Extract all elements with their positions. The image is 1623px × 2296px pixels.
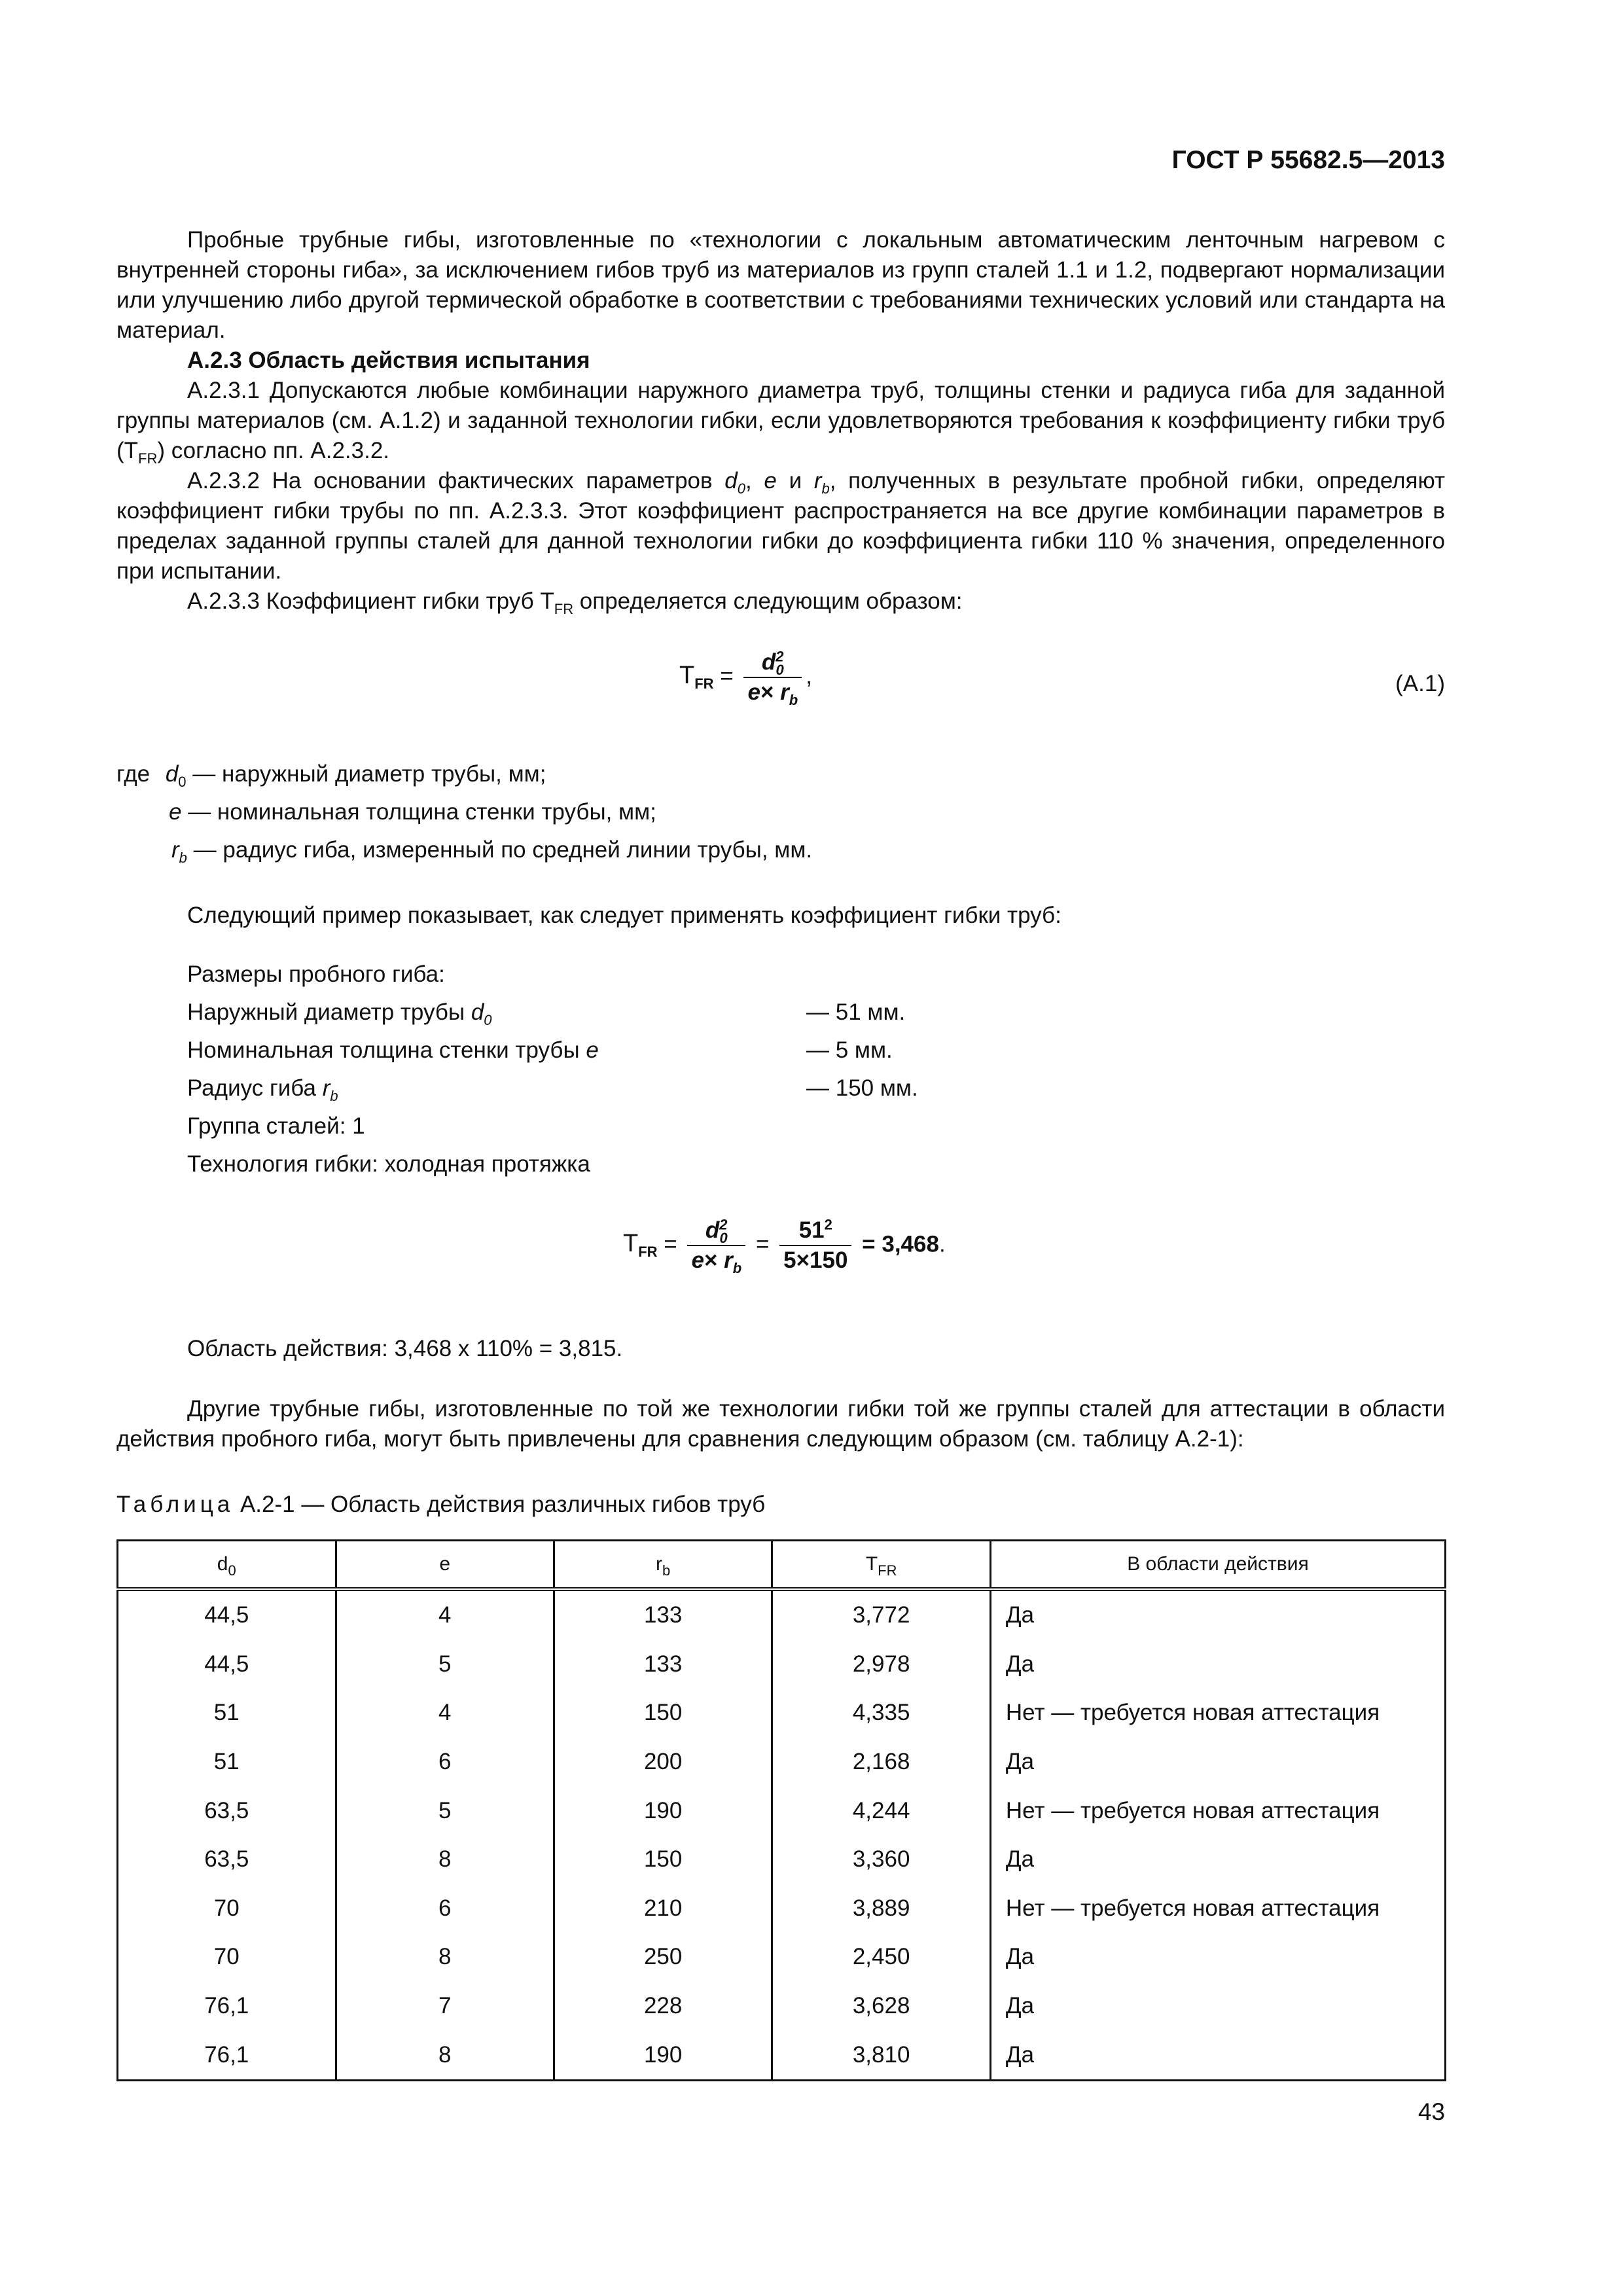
legend-symbol: r bbox=[171, 837, 179, 863]
formula-lhs: $Т_{FR}$ bbox=[679, 662, 714, 692]
tfr-subscript: FR bbox=[138, 450, 158, 467]
table-cell: 190 bbox=[554, 2030, 772, 2080]
conjunction: и bbox=[776, 468, 814, 493]
table-cell: 63,5 bbox=[118, 1786, 336, 1835]
table-cell: 3,628 bbox=[772, 1982, 991, 2031]
table-cell: 3,360 bbox=[772, 1835, 991, 1884]
formula-a1 bbox=[679, 648, 812, 707]
table-row bbox=[118, 1640, 1446, 1689]
clause-a231-tail: ) согласно пп. А.2.3.2. bbox=[157, 438, 390, 463]
clause-a232-text: А.2.3.2 На основании фактических параметров bbox=[187, 468, 725, 493]
legend-d0: где $d_0$ — наружный диаметр трубы, мм; bbox=[116, 761, 546, 790]
separator: , bbox=[745, 468, 764, 493]
example-scope: Область действия: 3,468 х 110% = 3,815. bbox=[187, 1336, 623, 1361]
table-cell: 200 bbox=[554, 1738, 772, 1787]
clause-a232-tail: , полученных в результате пробной гибки, определяют коэффициент гибки трубы по пп. А.2.3.3. Этот коэффициент распространяется на все другие комбинации параметров в пределах заданной группы сталей для данной технологии гибки до коэффициента гибки 110 % значения, определенного при испытании. bbox=[116, 468, 1446, 584]
table-caption-text: А.2-1 — Область действия различных гибов труб bbox=[234, 1492, 766, 1517]
table-cell: 63,5 bbox=[118, 1835, 336, 1884]
symbol-e: e bbox=[764, 468, 777, 493]
table-cell: 5 bbox=[336, 1640, 554, 1689]
table-row bbox=[118, 1689, 1446, 1738]
example-fraction-symbolic: $\frac{d^2_0}{e\times r_b}$ bbox=[687, 1216, 745, 1275]
table-cell: Да bbox=[990, 1738, 1445, 1787]
table-cell: Да bbox=[990, 1933, 1445, 1982]
header-d0: $d_0$ bbox=[118, 1541, 336, 1590]
table-cell: 4,335 bbox=[772, 1689, 991, 1738]
table-cell: 2,450 bbox=[772, 1933, 991, 1982]
table-row bbox=[118, 1786, 1446, 1835]
table-cell: 4 bbox=[336, 1589, 554, 1640]
table-cell: 190 bbox=[554, 1786, 772, 1835]
example-value-rb: — 150 мм. bbox=[806, 1075, 918, 1101]
page-number: 43 bbox=[1418, 2098, 1445, 2125]
formula-fraction: $\frac{d^2_0}{e\times r_b}$ bbox=[743, 648, 802, 707]
tfr-subscript: FR bbox=[554, 601, 574, 617]
legend-prefix: где bbox=[116, 761, 151, 787]
table-cell: Нет — требуется новая аттестация bbox=[990, 1786, 1445, 1835]
clause-a231 bbox=[116, 376, 1445, 466]
header-e: e bbox=[336, 1541, 554, 1590]
table-cell: Да bbox=[990, 1982, 1445, 2031]
table-cell: 3,810 bbox=[772, 2030, 991, 2080]
table-cell: 250 bbox=[554, 1933, 772, 1982]
table-cell: 210 bbox=[554, 1884, 772, 1933]
table-cell: 133 bbox=[554, 1589, 772, 1640]
example-row-e: Номинальная толщина стенки трубы e bbox=[187, 1037, 599, 1063]
example-formula: $Т_{FR}$ = $\frac{d^2_0}{e\times r_b}$ = $\frac{51^2}{5\times 150}$ = 3,468. bbox=[623, 1216, 946, 1276]
table-row bbox=[118, 1982, 1446, 2031]
table-row bbox=[118, 1738, 1446, 1787]
table-row bbox=[118, 1933, 1446, 1982]
table-cell: 150 bbox=[554, 1835, 772, 1884]
table-cell: 133 bbox=[554, 1640, 772, 1689]
legend-text: — радиус гиба, измеренный по средней линии трубы, мм. bbox=[193, 837, 813, 863]
table-body bbox=[118, 1589, 1446, 2080]
table-cell: 3,772 bbox=[772, 1589, 991, 1640]
legend-symbol: d bbox=[165, 761, 179, 787]
table-cell: 70 bbox=[118, 1933, 336, 1982]
table-cell: 4 bbox=[336, 1689, 554, 1738]
table-caption bbox=[116, 1490, 765, 1520]
legend-rb: $r_b$ — радиус гиба, измеренный по средней линии трубы, мм. bbox=[171, 837, 813, 866]
table-cell: Да bbox=[990, 1589, 1445, 1640]
clause-a231-text: А.2.3.1 Допускаются любые комбинации наружного диаметра труб, толщины стенки и радиуса гиба для заданной группы материалов (см. А.1.2) и заданной технологии гибки, если удовлетворяются требования к коэффициенту гибки труб (Т bbox=[116, 378, 1445, 463]
clause-a233 bbox=[116, 586, 1445, 617]
example-steel-group: Группа сталей: 1 bbox=[187, 1113, 365, 1139]
example-fraction-numeric: $\frac{51^2}{5\times 150}$ bbox=[779, 1216, 851, 1275]
table-cell: 44,5 bbox=[118, 1640, 336, 1689]
table-row bbox=[118, 1589, 1446, 1640]
legend-text: — номинальная толщина стенки трубы, мм; bbox=[188, 799, 656, 825]
symbol-d-sub: 0 bbox=[737, 480, 746, 497]
example-row-rb: Радиус гиба $r_b$ bbox=[187, 1075, 338, 1104]
table-cell: 4,244 bbox=[772, 1786, 991, 1835]
table-cell: 3,889 bbox=[772, 1884, 991, 1933]
example-heading: Размеры пробного гиба: bbox=[187, 961, 445, 987]
table-cell: Нет — требуется новая аттестация bbox=[990, 1884, 1445, 1933]
table-row bbox=[118, 1835, 1446, 1884]
symbol-r-sub: b bbox=[821, 480, 830, 497]
table-cell: Да bbox=[990, 2030, 1445, 2080]
clause-a233-tail: определяется следующим образом: bbox=[573, 588, 963, 614]
header-tfr: $T_{FR}$ bbox=[772, 1541, 991, 1590]
section-title: Область действия испытания bbox=[248, 348, 590, 373]
table-cell: 76,1 bbox=[118, 2030, 336, 2080]
section-number: А.2.3 bbox=[187, 348, 242, 373]
table-cell: Да bbox=[990, 1835, 1445, 1884]
equals-sign: = bbox=[720, 663, 734, 689]
legend-symbol: e bbox=[169, 799, 182, 825]
example-value-e: — 5 мм. bbox=[806, 1037, 893, 1063]
example-result: 3,468 bbox=[882, 1231, 939, 1257]
symbol-r: r bbox=[813, 468, 822, 493]
table-caption-label: Таблица bbox=[116, 1492, 234, 1517]
example-row-d0: Наружный диаметр трубы $d_0$ bbox=[187, 999, 492, 1028]
table-cell: 8 bbox=[336, 2030, 554, 2080]
intro-text: Пробные трубные гибы, изготовленные по «технологии с локальным автоматическим ленточным нагревом с внутренней стороны гиба», за исключением гибов труб из материалов из групп сталей 1.1 и 1.2, подвергают нормализации или улучшению либо другой термической обработке в соответствии с требованиями технических условий или стандарта на материал. bbox=[116, 227, 1445, 343]
table-row bbox=[118, 1884, 1446, 1933]
table-cell: 150 bbox=[554, 1689, 772, 1738]
symbol-d: d bbox=[724, 468, 738, 493]
header-in-scope: В области действия bbox=[990, 1541, 1445, 1590]
header-rb: $r_b$ bbox=[554, 1541, 772, 1590]
table-cell: 8 bbox=[336, 1835, 554, 1884]
clause-a232 bbox=[116, 466, 1445, 586]
example-technology: Технология гибки: холодная протяжка bbox=[187, 1151, 590, 1177]
table-cell: 44,5 bbox=[118, 1589, 336, 1640]
bend-scope-table bbox=[116, 1539, 1446, 2081]
section-heading bbox=[187, 346, 590, 376]
table-cell: 70 bbox=[118, 1884, 336, 1933]
document-header: ГОСТ Р 55682.5—2013 bbox=[1171, 146, 1445, 174]
table-cell: 8 bbox=[336, 1933, 554, 1982]
legend-e bbox=[169, 797, 656, 827]
table-cell: 2,168 bbox=[772, 1738, 991, 1787]
table-header-row bbox=[118, 1541, 1446, 1590]
table-cell: 6 bbox=[336, 1738, 554, 1787]
legend-text: — наружный диаметр трубы, мм; bbox=[192, 761, 546, 787]
table-cell: 51 bbox=[118, 1738, 336, 1787]
table-cell: Нет — требуется новая аттестация bbox=[990, 1689, 1445, 1738]
table-row bbox=[118, 2030, 1446, 2080]
table-cell: 2,978 bbox=[772, 1640, 991, 1689]
formula-number: (А.1) bbox=[1395, 671, 1445, 696]
example-value-d0: — 51 мм. bbox=[806, 999, 906, 1025]
table-cell: 7 bbox=[336, 1982, 554, 2031]
intro-paragraph bbox=[116, 225, 1445, 346]
comparison-text: Другие трубные гибы, изготовленные по той же технологии гибки той же группы сталей для аттестации в области действия пробного гиба, могут быть привлечены для сравнения следующим образом (см. таблицу А.2-1): bbox=[116, 1396, 1445, 1452]
table-cell: 6 bbox=[336, 1884, 554, 1933]
table-cell: 5 bbox=[336, 1786, 554, 1835]
clause-a233-text: А.2.3.3 Коэффициент гибки труб Т bbox=[187, 588, 554, 614]
table-cell: 76,1 bbox=[118, 1982, 336, 2031]
comparison-paragraph bbox=[116, 1394, 1445, 1454]
formula-comma: , bbox=[806, 663, 812, 689]
table-cell: 51 bbox=[118, 1689, 336, 1738]
example-intro: Следующий пример показывает, как следует применять коэффициент гибки труб: bbox=[187, 903, 1061, 928]
table-cell: 228 bbox=[554, 1982, 772, 2031]
table-cell: Да bbox=[990, 1640, 1445, 1689]
